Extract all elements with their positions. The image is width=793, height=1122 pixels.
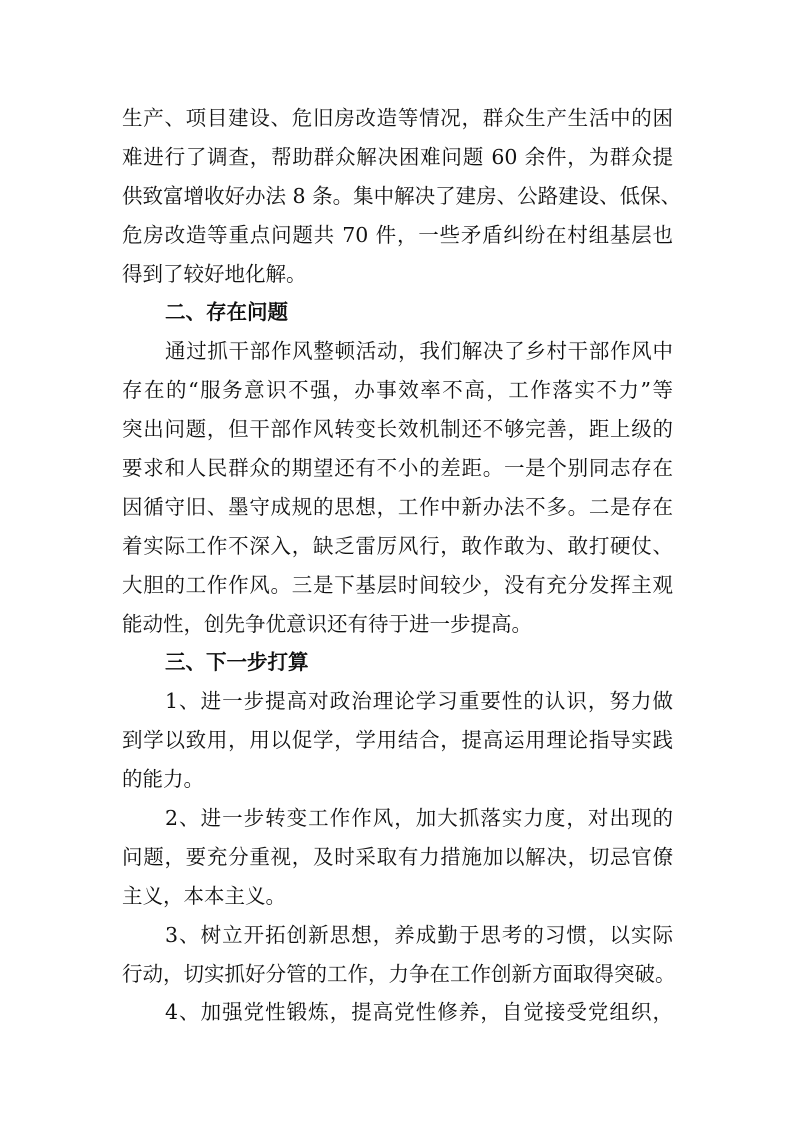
paragraph-line: 能动性，创先争优意识还有待于进一步提高。 bbox=[122, 611, 532, 636]
paragraph-line: 突出问题，但干部作风转变长效机制还不够完善，距上级的 bbox=[122, 417, 673, 442]
paragraph-line: 通过抓干部作风整顿活动，我们解决了乡村干部作风中 bbox=[165, 339, 673, 364]
paragraph-line: 的能力。 bbox=[122, 767, 204, 792]
paragraph-line: 到学以致用，用以促学，学用结合，提高运用理论指导实践 bbox=[122, 728, 673, 753]
paragraph-line: 难进行了调查，帮助群众解决困难问题 60 余件，为群众提 bbox=[122, 144, 673, 169]
paragraph-line: 1、进一步提高对政治理论学习重要性的认识，努力做 bbox=[165, 689, 673, 714]
paragraph-line: 大胆的工作作风。三是下基层时间较少，没有充分发挥主观 bbox=[122, 572, 673, 597]
paragraph-line: 着实际工作不深入，缺乏雷厉风行，敢作敢为、敢打硬仗、 bbox=[122, 533, 673, 558]
paragraph-line: 问题，要充分重视，及时采取有力措施加以解决，切忌官僚 bbox=[122, 844, 673, 869]
document-body bbox=[122, 99, 682, 1032]
paragraph-line: 得到了较好地化解。 bbox=[122, 261, 307, 286]
paragraph-line: 2、进一步转变工作作风，加大抓落实力度，对出现的 bbox=[165, 806, 673, 831]
paragraph-line: 行动，切实抓好分管的工作，力争在工作创新方面取得突破。 bbox=[122, 961, 676, 986]
paragraph-line: 存在的“服务意识不强，办事效率不高，工作落实不力”等 bbox=[122, 378, 673, 403]
paragraph-line: 供致富增收好办法 8 条。集中解决了建房、公路建设、低保、 bbox=[122, 183, 682, 208]
section-heading: 二、存在问题 bbox=[165, 300, 288, 325]
paragraph-line: 因循守旧、墨守成规的思想，工作中新办法不多。二是存在 bbox=[122, 494, 673, 519]
paragraph-line: 要求和人民群众的期望还有不小的差距。一是个别同志存在 bbox=[122, 456, 673, 481]
paragraph-line: 3、树立开拓创新思想，养成勤于思考的习惯，以实际 bbox=[165, 922, 673, 947]
paragraph-line: 主义，本本主义。 bbox=[122, 883, 286, 908]
section-heading: 三、下一步打算 bbox=[165, 650, 309, 675]
paragraph-line: 4、加强党性锻炼，提高党性修养，自觉接受党组织， bbox=[165, 1000, 673, 1025]
paragraph-line: 生产、项目建设、危旧房改造等情况，群众生产生活中的困 bbox=[122, 106, 673, 130]
paragraph-line: 危房改造等重点问题共 70 件，一些矛盾纠纷在村组基层也 bbox=[122, 222, 673, 247]
